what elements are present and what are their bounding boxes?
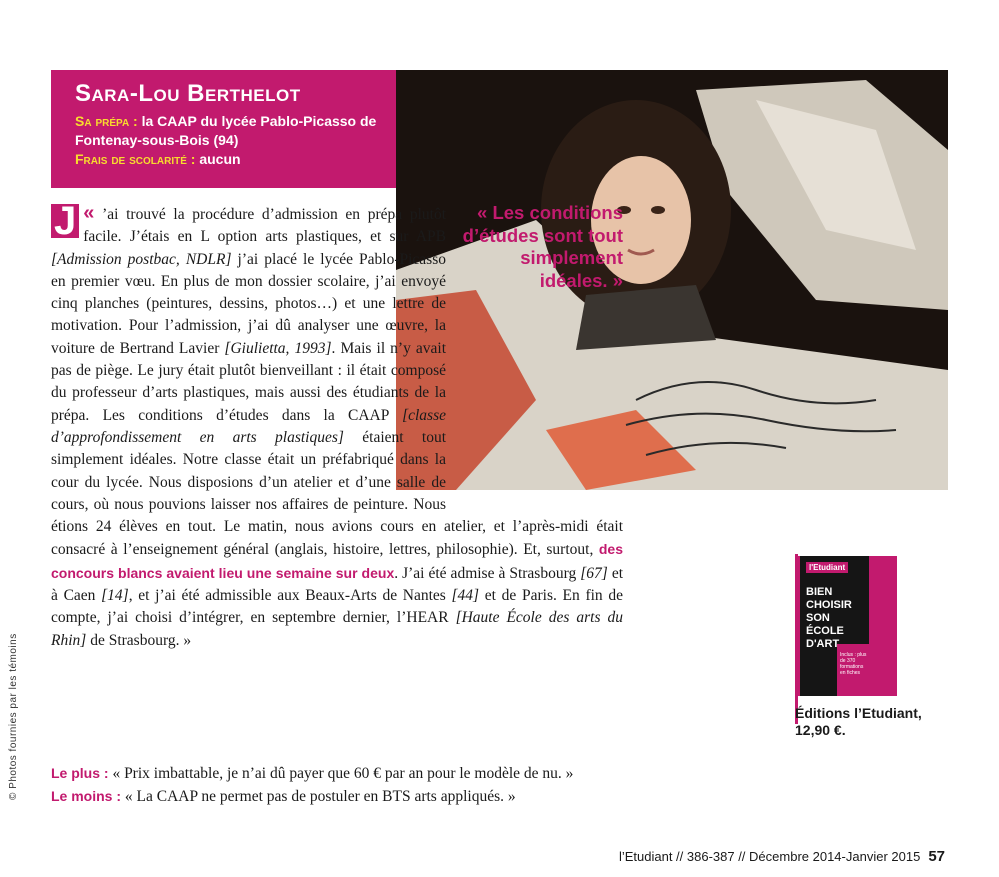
- body-text-1: ’ai trouvé la procédure d’admission en prépa plutôt facile. J’étais en L option arts plastiques, et sur APB: [83, 206, 447, 246]
- book-small-text: Inclus : plus de 370 formations en fiches: [840, 652, 867, 676]
- moins-text: « La CAAP ne permet pas de postuler en BTS arts appliqués. »: [121, 788, 516, 806]
- highlight-text: des concours blancs avaient lieu une semaine sur deux: [51, 541, 623, 581]
- plus-label: Le plus :: [51, 765, 109, 781]
- book-brand: l'Etudiant: [806, 562, 848, 573]
- body-text-2: j’ai placé le lycée Pablo-Picasso en premier vœu. En plus de mon dossier scolaire, j’ai envoyé cinq planches (peintures, dessins, photos…) et une lettre de motivation. Pour l’admission, j’ai dû analyser une œuvre, la voiture de Bertrand Lavier: [51, 250, 447, 357]
- pull-quote: « Les conditions d’études sont tout simplement idéales. »: [462, 202, 623, 291]
- body-italic-1: [Admission postbac, NDLR]: [51, 250, 232, 268]
- body-italic-7: [Haute École des arts du Rhin]: [51, 609, 623, 649]
- plus-line: [51, 762, 651, 785]
- body-italic-5: [14]: [101, 587, 129, 605]
- photo-credit: © Photos fournies par les témoins: [8, 633, 19, 800]
- frais-value: aucun: [199, 151, 241, 167]
- body-italic-2: [Giulietta, 1993]: [224, 339, 332, 357]
- prepa-label: Sa prépa :: [75, 113, 138, 129]
- body-text-9: de Strasbourg. »: [86, 631, 192, 649]
- pros-cons: [51, 762, 651, 809]
- prepa-info: [75, 112, 382, 150]
- body-text-4: étaient tout simplement idéales. Notre classe était un préfabriqué dans la cour du lycée. Nous disposions d’un atelier et d’une salle de cours, où nous pouvions laisser nos affaires de peinture. Nous étions 24 élèves en tout. Le matin, nous avions cours en atelier, et l’après-midi était consacré à l’enseignement général (anglais, histoire, lettres, philosophie). Et, surtout,: [51, 428, 623, 559]
- frais-label: Frais de scolarité :: [75, 151, 196, 167]
- page-number: 57: [928, 848, 945, 865]
- student-name: Sara-Lou Berthelot: [75, 80, 301, 107]
- book-caption: [795, 705, 935, 739]
- book-publisher: Éditions l’Etudiant,: [795, 705, 922, 721]
- body-text-3: . Mais il n’y avait pas de piège. Le jury était plutôt bienveillant : il était composé du professeur d’arts plastiques, mais aussi des étudiants de la prépa. Les conditions d’études dans la CAAP: [51, 339, 447, 424]
- page-footer: [619, 848, 945, 865]
- book-price: 12,90 €.: [795, 722, 846, 738]
- book-cover: [797, 556, 897, 696]
- article-body: [51, 199, 623, 652]
- moins-label: Le moins :: [51, 788, 122, 805]
- body-italic-3: [classe d’approfondissement en arts plastiques]: [51, 406, 446, 446]
- moins-line: [51, 785, 651, 808]
- open-quote-mark: «: [83, 202, 95, 224]
- body-text-6: et à Caen: [51, 564, 623, 605]
- body-text-5: . J’ai été admise à Strasbourg: [394, 564, 581, 582]
- footer-text: l’Etudiant // 386-387 // Décembre 2014-Janvier 2015: [618, 849, 921, 864]
- book-stripe: [869, 556, 897, 696]
- plus-text: « Prix imbattable, je n’ai dû payer que 60 € par an pour le modèle de nu. »: [108, 765, 574, 782]
- body-text-7: , et j’ai été admissible aux Beaux-Arts de Nantes: [128, 587, 452, 605]
- frais-info: [75, 150, 382, 169]
- book-title: BIEN CHOISIR SON ÉCOLE D'ART: [806, 586, 852, 650]
- body-text-8: et de Paris. En fin de compte, j’ai choisi d’intégrer, en septembre dernier, l’HEAR: [51, 587, 623, 627]
- body-italic-6: [44]: [451, 587, 480, 605]
- profile-header: [51, 70, 396, 188]
- drop-cap: J: [51, 204, 79, 238]
- prepa-value: la CAAP du lycée Pablo-Picasso de Fontenay-sous-Bois (94): [75, 113, 377, 148]
- body-italic-4: [67]: [580, 564, 608, 582]
